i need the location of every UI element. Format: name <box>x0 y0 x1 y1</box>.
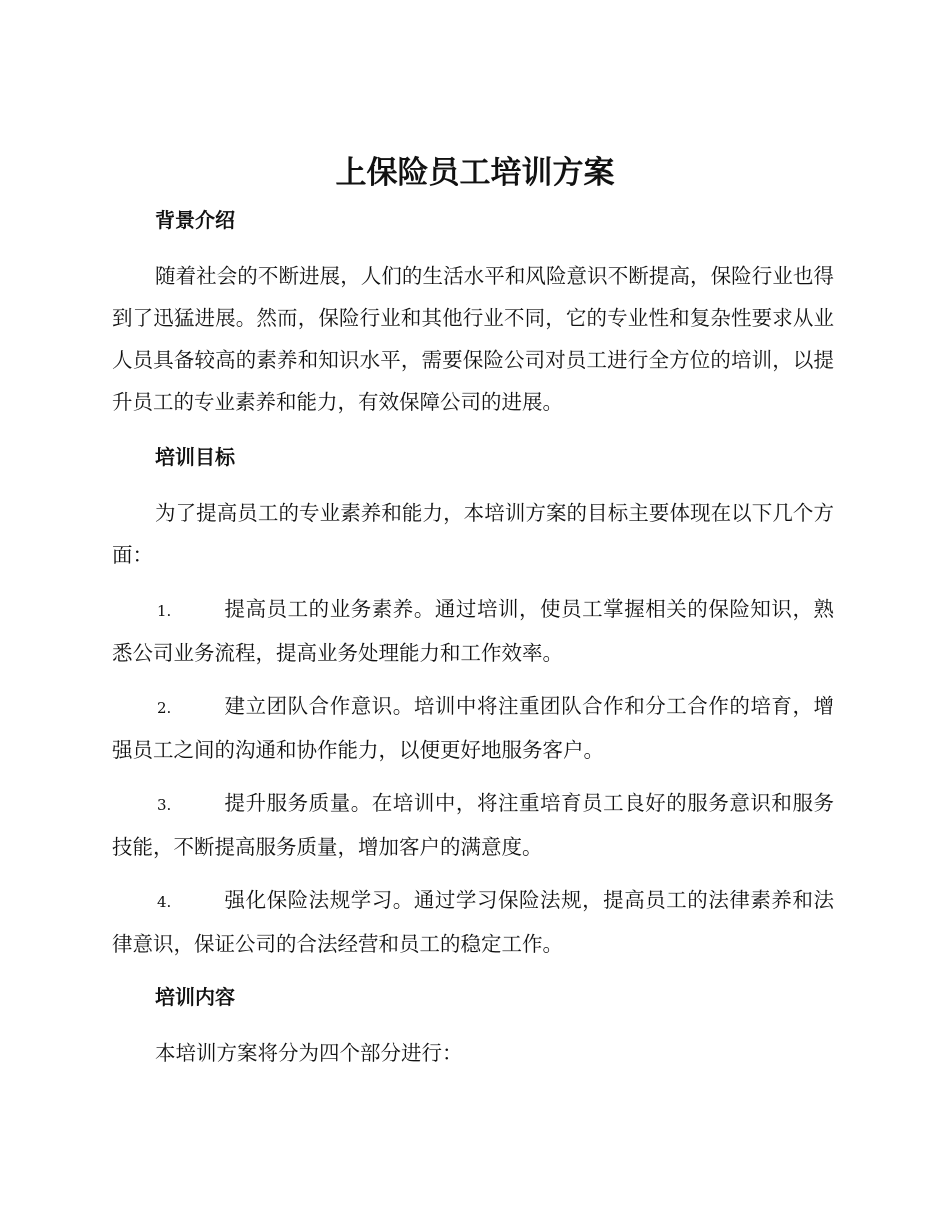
list-item-number: 2. <box>157 699 172 717</box>
paragraph-content-intro: 本培训方案将分为四个部分进行： <box>155 1041 463 1065</box>
section-heading-background: 背景介绍 <box>155 208 235 232</box>
section-heading-goals: 培训目标 <box>155 445 235 469</box>
list-item <box>112 879 834 965</box>
list-item-number: 3. <box>157 796 172 814</box>
list-item-text: 提升服务质量。在培训中，将注重培育员工良好的服务意识和服务技能，不断提高服务质量，增加客户的满意度。 <box>112 791 834 859</box>
paragraph-goals-intro: 为了提高员工的专业素养和能力，本培训方案的目标主要体现在以下几个方面： <box>112 501 834 567</box>
list-item <box>112 685 834 771</box>
list-item <box>112 782 834 868</box>
list-item <box>112 588 834 674</box>
paragraph-background: 随着社会的不断进展，人们的生活水平和风险意识不断提高，保险行业也得到了迅猛进展。然而，保险行业和其他行业不同，它的专业性和复杂性要求从业人员具备较高的素养和知识水平，需要保险公司对员工进行全方位的培训，以提升员工的专业素养和能力，有效保障公司的进展。 <box>112 264 834 414</box>
list-item-text: 建立团队合作意识。培训中将注重团队合作和分工合作的培育，增强员工之间的沟通和协作能力，以便更好地服务客户。 <box>112 694 834 762</box>
section-heading-content: 培训内容 <box>155 985 235 1009</box>
list-item-number: 4. <box>157 893 172 911</box>
list-item-text: 提高员工的业务素养。通过培训，使员工掌握相关的保险知识，熟悉公司业务流程，提高业务处理能力和工作效率。 <box>112 597 834 665</box>
document-title: 上保险员工培训方案 <box>335 155 615 191</box>
list-item-text: 强化保险法规学习。通过学习保险法规，提高员工的法律素养和法律意识，保证公司的合法经营和员工的稳定工作。 <box>112 888 834 956</box>
list-item-number: 1. <box>157 602 172 620</box>
